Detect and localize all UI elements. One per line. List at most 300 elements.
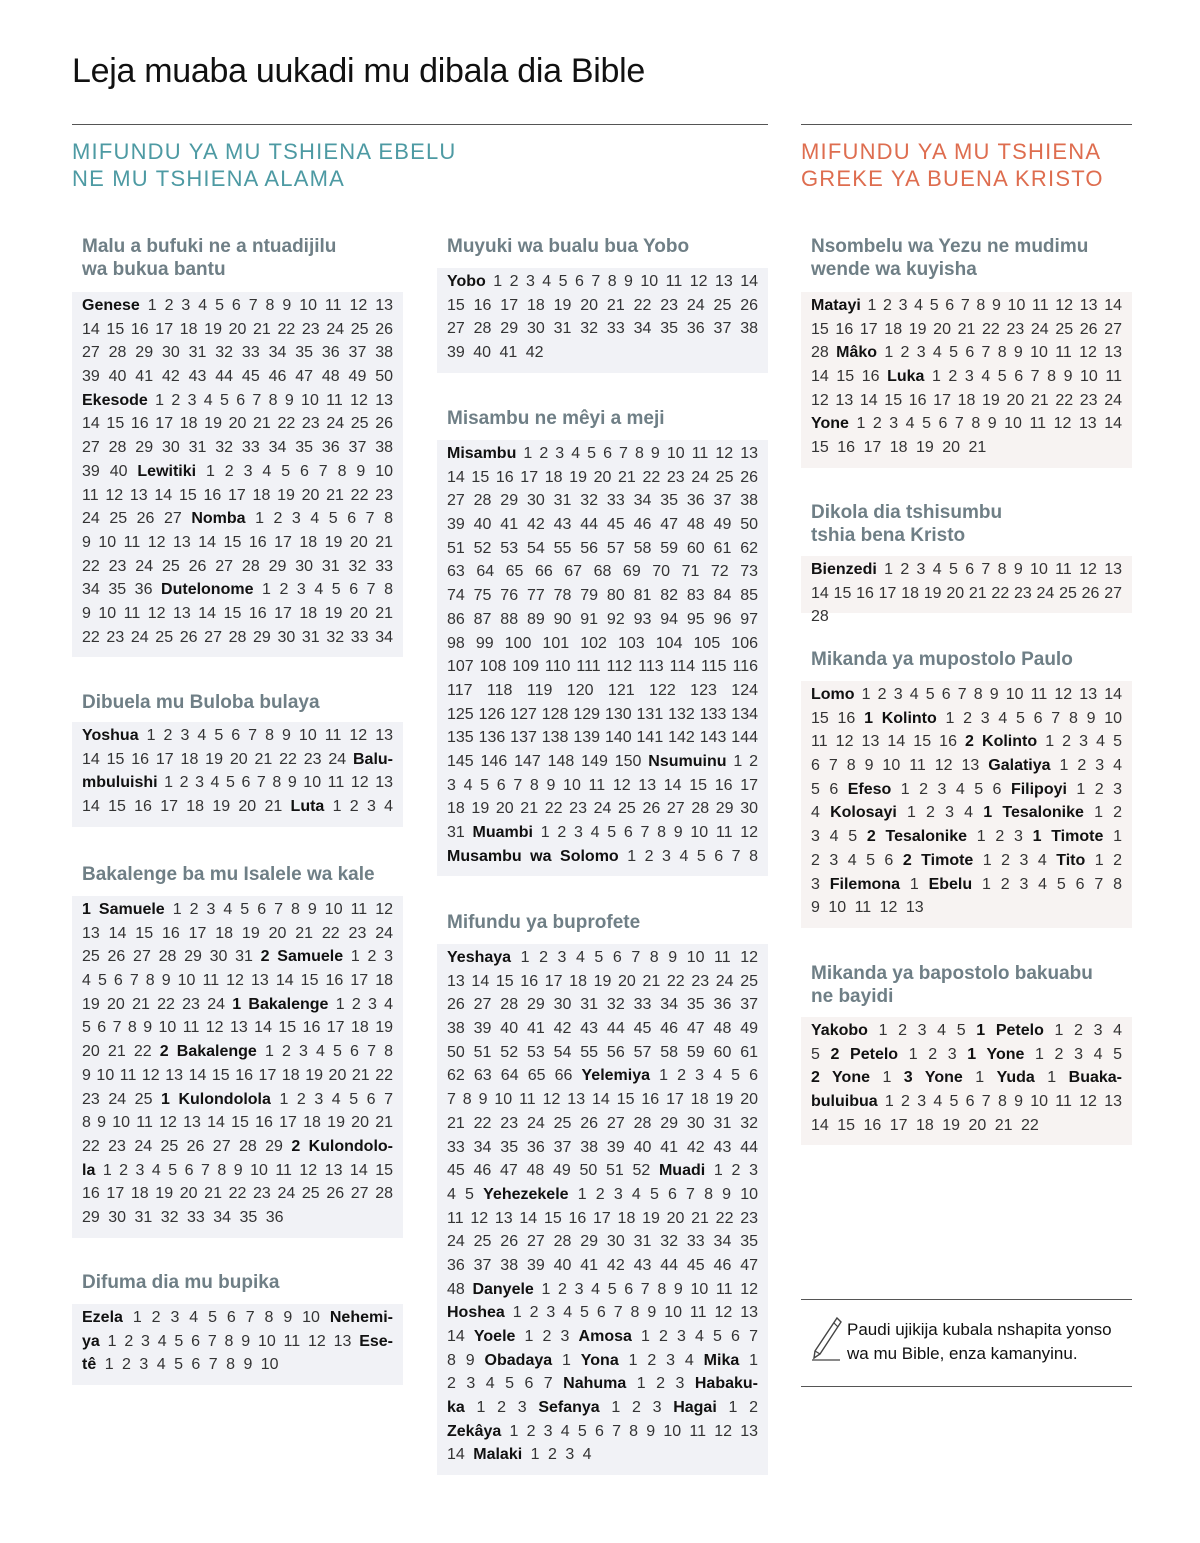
book-name: Yobo — [447, 273, 486, 290]
section-heading-line: Bakalenge ba mu Isalele wa kale — [82, 864, 375, 885]
book-name: Malaki — [473, 1446, 523, 1464]
chapter-numbers: 1 2 3 4 5 6 7 8 9 10 — [945, 709, 1122, 727]
chapter-line — [447, 1443, 758, 1467]
chapter-numbers: 1 2 3 4 — [530, 1446, 592, 1464]
chapter-numbers: 1 2 3 4 5 6 7 8 9 10 11 12 13 — [884, 561, 1122, 578]
chapter-numbers: 14 15 16 17 18 19 20 21 22 23 24 25 26 — [82, 320, 393, 338]
book-name: Lomo — [811, 686, 855, 703]
chapter-numbers: 27 28 29 30 31 32 33 34 35 36 37 38 — [82, 439, 393, 457]
chapter-numbers: 1 2 3 4 5 6 7 — [641, 1328, 758, 1345]
chapter-numbers: 63 64 65 66 67 68 69 70 71 72 73 — [447, 563, 758, 581]
chapter-line — [82, 945, 393, 969]
chapter-line — [82, 1353, 393, 1377]
section-heading — [72, 691, 320, 714]
book-name: Ebelu — [928, 875, 973, 893]
chapter-numbers: 1 2 — [728, 1399, 758, 1417]
chapter-numbers: 22 23 24 25 26 27 28 29 30 31 32 33 34 — [82, 628, 393, 646]
section-heading — [801, 962, 1093, 1008]
chapter-line — [447, 726, 758, 750]
book-name: 1 Yone — [967, 1045, 1025, 1063]
chapter-numbers: 15 16 17 18 19 20 21 22 23 24 25 26 27 — [811, 320, 1122, 338]
chapter-line — [82, 771, 393, 795]
chapter-box — [437, 268, 768, 373]
book-name: 1 Timote — [1032, 828, 1104, 846]
chapter-line — [82, 1088, 393, 1112]
book-name: Ekesode — [82, 391, 148, 409]
book-name: Dutelonome — [161, 581, 254, 599]
chapter-numbers: 29 30 31 32 33 34 35 36 — [82, 1208, 284, 1226]
chapter-numbers: 22 23 24 25 26 27 28 29 30 31 32 33 — [82, 557, 393, 575]
chapter-line — [811, 754, 1122, 778]
section-heading — [437, 235, 689, 258]
book-name: 1 Samuele — [82, 901, 165, 918]
book-name: Yoshua — [82, 727, 139, 744]
chapter-line — [811, 558, 1122, 582]
chapter-line — [447, 1112, 758, 1136]
chapter-line — [447, 1017, 758, 1041]
chapter-line — [447, 560, 758, 584]
chapter-numbers: 1 — [1113, 828, 1122, 846]
chapter-numbers: 14 15 16 — [811, 368, 880, 386]
book-name: 3 Yone — [903, 1069, 963, 1087]
chapter-numbers: 8 9 10 11 12 13 14 15 16 17 18 19 20 21 — [82, 1114, 393, 1132]
chapter-line — [811, 730, 1122, 754]
chapter-numbers: 1 2 3 4 5 6 7 8 — [262, 581, 394, 599]
book-name: Filipoyi — [1010, 780, 1067, 798]
book-name: Musambu wa Solomo — [447, 847, 619, 865]
chapter-numbers: 3 4 5 6 7 8 9 10 11 12 13 14 15 16 17 — [447, 776, 758, 794]
section-heading-line: Dibuela mu Buloba bulaya — [82, 692, 320, 713]
chapter-numbers: 27 28 29 30 31 32 33 34 35 36 37 38 — [82, 344, 393, 362]
chapter-numbers: 125 126 127 128 129 130 131 132 133 134 — [447, 705, 758, 723]
chapter-numbers: 1 2 3 4 5 6 7 8 9 10 11 12 13 — [509, 1422, 758, 1440]
chapter-line — [82, 748, 393, 772]
chapter-numbers: 31 — [447, 824, 465, 841]
book-name: 1 Tesalonike — [983, 804, 1084, 822]
chapter-numbers: 1 2 3 — [713, 1162, 758, 1180]
chapter-numbers: 24 25 26 27 28 29 30 31 32 33 34 35 — [447, 1233, 758, 1251]
chapter-line — [811, 389, 1122, 413]
pencil-icon — [810, 1316, 842, 1362]
chapter-numbers: 1 — [562, 1351, 571, 1369]
note-line: wa mu Bible, enza kamanyinu. — [847, 1344, 1078, 1363]
book-name: Mâko — [836, 344, 878, 362]
chapter-line — [447, 1254, 758, 1278]
chapter-line — [811, 778, 1122, 802]
chapter-line — [447, 608, 758, 632]
book-name: Nomba — [191, 510, 246, 528]
chapter-box — [801, 292, 1132, 468]
chapter-numbers: 4 5 — [447, 1185, 474, 1203]
book-name: 2 Timote — [902, 851, 974, 869]
chapter-line — [447, 750, 758, 774]
heading-line: MIFUNDU YA MU TSHIENA EBELU — [72, 139, 457, 164]
chapter-numbers: 1 2 3 4 5 — [1045, 733, 1122, 751]
book-name: Obadaya — [484, 1351, 553, 1369]
chapter-line — [811, 318, 1122, 342]
chapter-numbers: 1 2 3 4 5 6 7 8 9 10 11 12 13 14 — [493, 273, 758, 290]
chapter-numbers: 23 24 25 — [82, 1090, 153, 1108]
chapter-line — [811, 294, 1122, 318]
chapter-numbers: 1 2 3 4 — [332, 798, 394, 816]
book-name: 1 Bakalenge — [232, 995, 329, 1013]
chapter-numbers: 1 2 3 4 5 6 7 8 9 10 11 12 — [541, 1280, 758, 1298]
chapter-line — [811, 1090, 1122, 1114]
chapter-numbers: 1 2 3 4 5 6 7 8 — [627, 847, 758, 865]
chapter-line — [447, 442, 758, 466]
book-name: 2 Bakalenge — [159, 1043, 257, 1061]
chapter-box — [801, 556, 1132, 626]
chapter-numbers: 1 2 3 4 5 6 7 8 9 10 11 12 13 — [884, 344, 1123, 362]
chapter-numbers: 13 14 15 16 17 18 19 20 21 22 23 24 25 — [447, 972, 758, 990]
chapter-line — [82, 993, 393, 1017]
chapter-numbers: 1 2 3 4 5 6 7 — [279, 1090, 393, 1108]
chapter-box — [801, 681, 1132, 928]
chapter-numbers: 48 — [447, 1280, 465, 1298]
chapter-line — [811, 365, 1122, 389]
chapter-numbers: 1 2 3 4 5 6 7 8 — [981, 875, 1123, 893]
chapter-line — [811, 849, 1122, 873]
chapter-numbers: 3 — [811, 875, 820, 893]
section-heading-line: wa bukua bantu — [82, 259, 226, 280]
book-name: Tito — [1056, 851, 1086, 869]
chapter-numbers: 9 10 11 12 13 14 15 16 17 18 19 20 21 — [82, 604, 393, 622]
chapter-line — [82, 1159, 393, 1183]
chapter-numbers: 1 2 — [1094, 804, 1123, 822]
chapter-line — [811, 1114, 1122, 1138]
chapter-numbers: 4 5 6 7 8 9 10 11 12 13 14 15 16 17 18 — [82, 972, 393, 990]
chapter-numbers: 14 15 16 17 18 19 20 21 22 23 24 — [82, 750, 347, 768]
chapter-line — [447, 655, 758, 679]
book-name: Nehemi- — [329, 1309, 393, 1326]
chapter-numbers: 28 — [811, 344, 829, 362]
chapter-numbers: 1 — [749, 1351, 759, 1369]
chapter-line — [447, 993, 758, 1017]
chapter-numbers: 11 12 13 14 15 16 17 18 19 20 21 22 23 — [447, 1209, 758, 1227]
chapter-numbers: 27 28 29 30 31 32 33 34 35 36 37 38 — [447, 492, 758, 510]
chapter-line — [447, 703, 758, 727]
book-name: 2 Yone — [811, 1069, 870, 1087]
section-heading-line: Malu a bufuki ne a ntuadijilu — [82, 236, 337, 257]
chapter-line — [811, 1043, 1122, 1067]
section-heading-line: Mikanda ya bapostolo bakuabu — [811, 963, 1093, 984]
chapter-line — [82, 969, 393, 993]
book-name: Muadi — [658, 1162, 706, 1180]
chapter-numbers: 14 — [447, 1328, 465, 1345]
chapter-numbers: 74 75 76 77 78 79 80 81 82 83 84 85 — [447, 587, 758, 605]
chapter-numbers: 1 2 3 4 5 6 7 8 9 10 — [206, 462, 393, 480]
book-name: Balu- — [353, 750, 393, 768]
chapter-numbers: 5 6 — [811, 780, 839, 798]
book-name: 2 Petelo — [830, 1045, 899, 1063]
chapter-box — [801, 1017, 1132, 1145]
chapter-line — [447, 797, 758, 821]
chapter-numbers: 1 2 3 4 — [1059, 757, 1122, 775]
book-name: Yone — [811, 415, 849, 433]
book-name: Yona — [580, 1351, 619, 1369]
completion-note — [847, 1318, 1112, 1366]
book-name: Misambu — [447, 445, 517, 462]
chapter-numbers: 14 15 16 17 18 19 20 21 — [82, 798, 283, 816]
book-name: Buaka- — [1068, 1069, 1122, 1087]
chapter-line — [447, 1372, 758, 1396]
chapter-numbers: 1 2 3 4 5 6 7 8 9 10 11 12 13 14 — [867, 297, 1122, 314]
chapter-numbers: 38 39 40 41 42 43 44 45 46 47 48 49 — [447, 1020, 758, 1038]
chapter-numbers: 24 25 26 27 — [82, 510, 182, 528]
chapter-line — [82, 460, 393, 484]
chapter-numbers: 2 3 4 5 6 — [811, 851, 894, 869]
chapter-line — [447, 513, 758, 537]
chapter-line — [447, 317, 758, 341]
chapter-numbers: 1 2 3 — [476, 1399, 527, 1417]
chapter-line — [447, 1136, 758, 1160]
chapter-line — [447, 1396, 758, 1420]
new-testament-heading — [801, 138, 1104, 192]
chapter-numbers: 145 146 147 148 149 150 — [447, 752, 642, 770]
chapter-line — [447, 1064, 758, 1088]
heading-line: NE MU TSHIENA ALAMA — [72, 166, 346, 191]
chapter-numbers: 33 34 35 36 37 38 39 40 41 42 43 44 — [447, 1138, 758, 1156]
book-name: Amosa — [578, 1328, 632, 1345]
chapter-line — [82, 436, 393, 460]
book-name: Filemona — [829, 875, 900, 893]
chapter-line — [82, 626, 393, 650]
chapter-numbers: 1 2 3 — [350, 948, 393, 966]
book-name: Genese — [82, 297, 140, 314]
chapter-numbers: 14 15 16 17 18 19 20 21 22 23 24 25 26 — [82, 415, 393, 433]
chapter-box — [72, 1304, 403, 1385]
book-name: Ezela — [82, 1309, 123, 1326]
chapter-numbers: 25 26 27 28 29 30 31 — [82, 948, 253, 966]
chapter-line — [447, 270, 758, 294]
book-name: Nsumuinu — [648, 752, 727, 770]
chapter-numbers: 20 21 22 — [82, 1043, 152, 1061]
chapter-line — [447, 294, 758, 318]
book-name: ya — [82, 1332, 100, 1350]
chapter-numbers: 7 8 9 10 11 12 13 14 15 16 17 18 19 20 — [447, 1091, 758, 1109]
section-heading — [437, 407, 665, 430]
book-name: 1 Petelo — [976, 1022, 1044, 1039]
chapter-numbers: 14 15 16 17 18 19 20 21 22 23 24 25 26 27 28 — [811, 584, 1122, 626]
chapter-numbers: 1 — [975, 1069, 985, 1087]
chapter-line — [82, 412, 393, 436]
chapter-numbers: 1 2 3 4 5 6 7 8 9 10 11 12 13 — [884, 1093, 1122, 1111]
chapter-numbers: 18 19 20 21 22 23 24 25 26 27 28 29 30 — [447, 800, 758, 818]
note-divider-top — [801, 1299, 1132, 1300]
chapter-line — [82, 365, 393, 389]
chapter-line — [811, 896, 1122, 920]
book-name: tê — [82, 1356, 97, 1374]
chapter-numbers: 1 — [882, 1069, 892, 1087]
chapter-line — [811, 1019, 1122, 1043]
chapter-numbers: 1 — [1047, 1069, 1057, 1087]
chapter-line — [82, 555, 393, 579]
chapter-line — [82, 484, 393, 508]
chapter-line — [447, 1041, 758, 1065]
section-heading-line: ne bayidi — [811, 986, 894, 1007]
note-line: Paudi ujikija kubala nshapita yonso — [847, 1320, 1112, 1339]
section-heading — [72, 235, 336, 281]
chapter-numbers: 1 2 3 4 5 6 7 8 9 10 11 12 13 — [512, 1304, 758, 1322]
book-name: ka — [447, 1399, 465, 1417]
section-heading — [801, 648, 1073, 671]
book-name: Habaku- — [694, 1375, 758, 1393]
chapter-line — [447, 1088, 758, 1112]
book-name: Yoele — [473, 1328, 516, 1345]
book-name: Mika — [703, 1351, 740, 1369]
chapter-numbers: 1 2 3 4 5 6 — [900, 780, 1002, 798]
book-name: mbuluishi — [82, 774, 158, 792]
divider-old — [72, 124, 768, 125]
chapter-numbers: 1 2 3 4 5 6 7 8 9 10 11 12 — [520, 949, 759, 966]
chapter-numbers: 1 2 3 4 — [906, 804, 974, 822]
chapter-numbers: 1 2 3 4 5 6 7 8 9 10 11 12 13 14 15 — [102, 1161, 393, 1179]
book-name: 2 Tesalonike — [866, 828, 967, 846]
chapter-numbers: 1 2 3 — [611, 1399, 662, 1417]
chapter-box — [72, 896, 403, 1238]
chapter-line — [82, 795, 393, 819]
chapter-line — [82, 531, 393, 555]
book-name: 2 Kolinto — [965, 733, 1038, 751]
chapter-numbers: 1 2 3 4 5 6 7 8 9 10 11 12 — [172, 901, 394, 918]
chapter-line — [447, 466, 758, 490]
book-name: Luka — [887, 368, 925, 386]
chapter-line — [447, 1183, 758, 1207]
chapter-numbers: 2 3 4 5 6 7 — [447, 1375, 553, 1393]
chapter-numbers: 1 2 3 — [1076, 780, 1123, 798]
chapter-numbers: 98 99 100 101 102 103 104 105 106 — [447, 634, 758, 652]
section-heading-line: Misambu ne mêyi a meji — [447, 408, 665, 429]
chapter-line — [447, 1420, 758, 1444]
chapter-numbers: 1 2 3 4 5 6 — [659, 1067, 759, 1085]
chapter-line — [811, 582, 1122, 626]
chapter-numbers: 1 2 3 4 5 6 7 8 — [264, 1043, 393, 1061]
chapter-numbers: 39 40 41 42 43 44 45 46 47 48 49 50 — [82, 368, 393, 386]
chapter-numbers: 1 2 3 4 5 6 7 8 9 10 11 12 13 — [155, 391, 393, 409]
chapter-numbers: 39 40 41 42 43 44 45 46 47 48 49 50 — [447, 516, 758, 534]
chapter-line — [811, 873, 1122, 897]
chapter-numbers: 11 12 13 14 15 16 — [811, 733, 957, 751]
chapter-numbers: 16 17 18 19 20 21 22 23 24 25 26 27 28 — [82, 1185, 393, 1203]
book-name: Luta — [290, 798, 325, 816]
book-name: Yelemiya — [581, 1067, 650, 1085]
chapter-line — [811, 341, 1122, 365]
chapter-numbers: 1 2 3 — [976, 828, 1023, 846]
book-name: Nahuma — [563, 1375, 627, 1393]
chapter-numbers: 1 2 3 4 5 6 7 8 9 10 11 12 13 14 — [861, 686, 1123, 703]
book-name: Galatiya — [988, 757, 1051, 775]
chapter-numbers: 50 51 52 53 54 55 56 57 58 59 60 61 — [447, 1043, 758, 1061]
chapter-numbers: 3 4 5 — [811, 828, 858, 846]
chapter-numbers: 1 2 3 4 5 6 7 8 9 10 11 12 13 — [147, 297, 393, 314]
chapter-numbers: 26 27 28 29 30 31 32 33 34 35 36 37 — [447, 996, 758, 1014]
book-name: Danyele — [472, 1280, 534, 1298]
section-heading-line: Mikanda ya mupostolo Paulo — [811, 649, 1073, 670]
chapter-line — [447, 774, 758, 798]
chapter-line — [447, 679, 758, 703]
book-name: Ese- — [359, 1332, 393, 1350]
book-name: Yehezekele — [483, 1185, 569, 1203]
chapter-numbers: 13 14 15 16 17 18 19 20 21 22 23 24 — [82, 924, 393, 942]
chapter-numbers: 9 10 11 12 13 — [811, 899, 924, 917]
chapter-numbers: 39 40 41 42 — [447, 344, 544, 362]
book-name: Yakobo — [811, 1022, 868, 1039]
chapter-numbers: 107 108 109 110 111 112 113 114 115 116 — [447, 658, 758, 676]
chapter-line — [82, 1111, 393, 1135]
book-name: Yeshaya — [447, 949, 512, 966]
section-heading-line: tshia bena Kristo — [811, 525, 966, 546]
chapter-numbers: 1 2 3 4 — [335, 995, 394, 1013]
chapter-line — [447, 1207, 758, 1231]
chapter-numbers: 45 46 47 48 49 50 51 52 — [447, 1162, 651, 1180]
chapter-numbers: 1 2 3 4 — [1054, 1022, 1123, 1039]
chapter-numbers: 1 2 3 4 5 6 7 8 9 10 11 12 — [540, 824, 758, 841]
chapter-line — [82, 922, 393, 946]
chapter-line — [82, 724, 393, 748]
book-name: Hagai — [673, 1399, 717, 1417]
section-heading — [72, 1271, 279, 1294]
chapter-line — [82, 1040, 393, 1064]
chapter-line — [447, 489, 758, 513]
chapter-line — [447, 537, 758, 561]
heading-line: GREKE YA BUENA KRISTO — [801, 166, 1104, 191]
chapter-line — [82, 1016, 393, 1040]
chapter-line — [82, 507, 393, 531]
book-name: Sefanya — [538, 1399, 600, 1417]
chapter-line — [447, 1301, 758, 1325]
chapter-numbers: 1 2 3 4 5 — [878, 1022, 966, 1039]
section-heading-line: Dikola dia tshisumbu — [811, 502, 1003, 523]
book-name: 2 Kulondolo- — [291, 1137, 393, 1155]
chapter-line — [447, 341, 758, 365]
chapter-numbers: 39 40 — [82, 462, 128, 480]
chapter-numbers: 14 — [447, 1446, 465, 1464]
chapter-numbers: 1 2 3 — [908, 1045, 957, 1063]
chapter-numbers: 1 2 3 4 — [628, 1351, 694, 1369]
heading-line: MIFUNDU YA MU TSHIENA — [801, 139, 1102, 164]
chapter-line — [447, 1159, 758, 1183]
chapter-numbers: 21 22 23 24 25 26 27 28 29 30 31 32 — [447, 1114, 758, 1132]
chapter-line — [811, 801, 1122, 825]
book-name: 1 Kulondolola — [161, 1090, 271, 1108]
chapter-numbers: 86 87 88 89 90 91 92 93 94 95 96 97 — [447, 610, 758, 628]
book-name: buluibua — [811, 1093, 878, 1111]
chapter-numbers: 9 10 11 12 13 14 15 16 17 18 19 20 21 22 — [82, 1066, 393, 1084]
book-name: la — [82, 1161, 96, 1179]
chapter-numbers: 1 2 3 4 5 6 7 8 9 10 — [577, 1185, 759, 1203]
chapter-numbers: 117 118 119 120 121 122 123 124 — [447, 681, 758, 699]
chapter-line — [447, 1230, 758, 1254]
book-name: Kolosayi — [830, 804, 897, 822]
chapter-numbers: 1 2 3 4 5 6 7 8 — [255, 510, 393, 528]
chapter-line — [82, 1306, 393, 1330]
book-name: Hoshea — [447, 1304, 505, 1322]
chapter-numbers: 11 12 13 14 15 16 17 18 19 20 21 22 23 — [82, 486, 393, 504]
chapter-numbers: 62 63 64 65 66 — [447, 1067, 573, 1085]
chapter-line — [82, 602, 393, 626]
chapter-line — [447, 821, 758, 845]
chapter-numbers: 1 2 3 4 5 6 7 8 9 10 — [104, 1356, 279, 1374]
chapter-numbers: 5 — [811, 1045, 820, 1063]
chapter-line — [82, 294, 393, 318]
chapter-line — [82, 1135, 393, 1159]
chapter-numbers: 15 16 — [811, 709, 856, 727]
section-heading-line: Nsombelu wa Yezu ne mudimu — [811, 236, 1089, 257]
book-name: Matayi — [811, 297, 861, 314]
chapter-numbers: 1 2 3 4 5 — [1035, 1045, 1122, 1063]
chapter-numbers: 1 2 3 4 5 6 7 8 9 10 11 12 13 — [523, 445, 758, 462]
chapter-numbers: 6 7 8 9 10 11 12 13 — [811, 757, 980, 775]
